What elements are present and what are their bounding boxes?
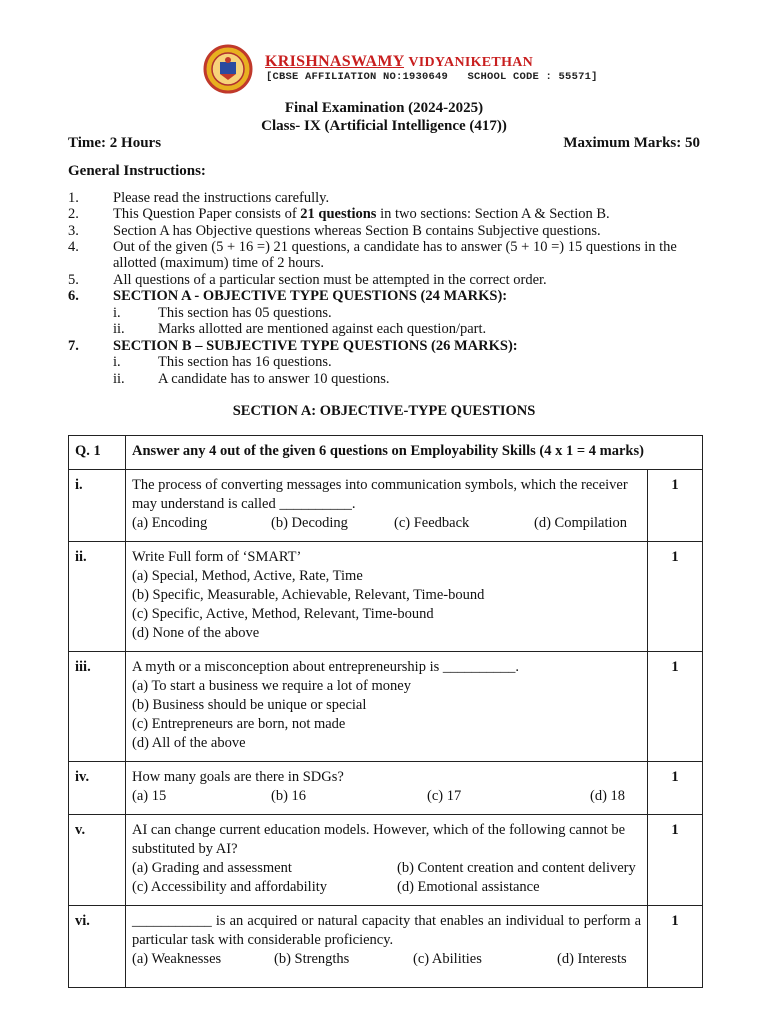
exam-max-marks: Maximum Marks: 50 — [563, 135, 700, 151]
part-stem: Write Full form of ‘SMART’ — [132, 549, 302, 565]
part-marks: 1 — [648, 652, 703, 762]
exam-class: Class- IX (Artificial Intelligence (417)) — [261, 118, 507, 134]
part-stem: The process of converting messages into communication symbols, which the receiver may understand is called __________. — [132, 477, 628, 512]
option-a: (a) Special, Method, Active, Rate, Time — [132, 568, 363, 584]
part-marks: 1 — [648, 906, 703, 988]
question-header-row — [69, 436, 703, 470]
instructions-heading: General Instructions: — [68, 163, 206, 179]
part-options — [132, 514, 641, 533]
option-c: (c) 17 — [427, 788, 462, 804]
school-logo — [203, 44, 253, 94]
option-d: (d) 18 — [590, 788, 626, 804]
part-body — [126, 762, 648, 815]
section-a-title: SECTION A: OBJECTIVE-TYPE QUESTIONS — [232, 403, 536, 419]
option-b: (b) Decoding — [271, 515, 348, 531]
option-c: (c) Accessibility and affordability — [132, 879, 328, 895]
option-d: (d) None of the above — [132, 625, 260, 641]
affiliation-line — [266, 71, 598, 83]
part-body — [126, 815, 648, 906]
question-heading: Answer any 4 out of the given 6 questions on Employability Skills (4 x 1 = 4 marks) — [126, 436, 703, 470]
part-stem: ___________ is an acquired or natural capacity that enables an individual to perform a particular task with considerable proficiency. — [132, 913, 641, 948]
part-marks: 1 — [648, 815, 703, 906]
part-body — [126, 542, 648, 652]
question-label: Q. 1 — [69, 436, 126, 470]
option-c: (c) Specific, Active, Method, Relevant, Time-bound — [132, 606, 434, 622]
part-stem: A myth or a misconception about entrepreneurship is __________. — [132, 659, 519, 675]
table-row — [69, 815, 703, 906]
part-number: i. — [69, 470, 126, 542]
option-d: (d) Interests — [557, 951, 627, 967]
school-code: SCHOOL CODE : 55571] — [467, 71, 598, 83]
option-c: (c) Entrepreneurs are born, not made — [132, 716, 346, 732]
option-a: (a) 15 — [132, 788, 167, 804]
option-c: (c) Feedback — [394, 515, 470, 531]
part-number: iv. — [69, 762, 126, 815]
school-name-part1: KRISHNASWAMY — [265, 53, 405, 70]
table-row — [69, 470, 703, 542]
part-marks: 1 — [648, 762, 703, 815]
table-row — [69, 542, 703, 652]
part-body — [126, 906, 648, 988]
option-b: (b) 16 — [271, 788, 307, 804]
option-a: (a) Weaknesses — [132, 951, 222, 967]
question-table — [68, 435, 703, 988]
part-body — [126, 652, 648, 762]
affiliation-number: [CBSE AFFILIATION NO:1930649 — [266, 71, 449, 83]
part-number: v. — [69, 815, 126, 906]
part-stem: How many goals are there in SDGs? — [132, 769, 344, 785]
school-name — [265, 53, 533, 71]
part-options — [132, 859, 641, 878]
exam-title: Final Examination (2024-2025) — [284, 100, 484, 116]
part-marks: 1 — [648, 542, 703, 652]
table-row — [69, 762, 703, 815]
part-options — [132, 787, 641, 806]
part-body — [126, 470, 648, 542]
option-a: (a) Grading and assessment — [132, 860, 292, 876]
part-marks: 1 — [648, 470, 703, 542]
option-b: (b) Strengths — [274, 951, 350, 967]
part-options — [132, 878, 641, 897]
option-c: (c) Abilities — [413, 951, 482, 967]
part-options — [132, 950, 641, 969]
school-name-part2: VIDYANIKETHAN — [408, 55, 534, 70]
option-a: (a) To start a business we require a lot of money — [132, 678, 411, 694]
option-d: (d) All of the above — [132, 735, 246, 751]
option-b: (b) Specific, Measurable, Achievable, Relevant, Time-bound — [132, 587, 485, 603]
exam-time: Time: 2 Hours — [68, 135, 162, 151]
instructions-list: 1. Please read the instructions carefully. 2. This Question Paper consists of 21 questions in two sections: Section A & Section B. 3. Section A has Objective questions whereas Section B contains Subjective questions. 4. Out of the given (5 + 16 =) 21 questions, a candidate has to answer (5 + 10 =) 15 questions in the allotted (maximum) time of 2 hours. 5. All questions of a particular section must be attempted in the correct order. 6. SECTION A - OBJECTIVE TYPE QUESTIONS (24 MARKS): i. This section has 05 questions. ii. Marks allotted are mentioned against each question/part. 7. SECTION B – SUBJECTIVE TYPE QUESTIONS (26 MARKS): i. This section has 16 questions. ii. A candidate has to answer 10 questions. — [68, 190, 677, 387]
part-stem: AI can change current education models. However, which of the following cannot be substituted by AI? — [132, 822, 626, 857]
part-number: ii. — [69, 542, 126, 652]
table-row — [69, 652, 703, 762]
option-d: (d) Compilation — [534, 515, 628, 531]
option-d: (d) Emotional assistance — [397, 879, 540, 895]
option-a: (a) Encoding — [132, 515, 208, 531]
option-b: (b) Content creation and content delivery — [397, 860, 636, 876]
table-row — [69, 906, 703, 988]
part-number: iii. — [69, 652, 126, 762]
option-b: (b) Business should be unique or special — [132, 697, 367, 713]
part-number: vi. — [69, 906, 126, 988]
